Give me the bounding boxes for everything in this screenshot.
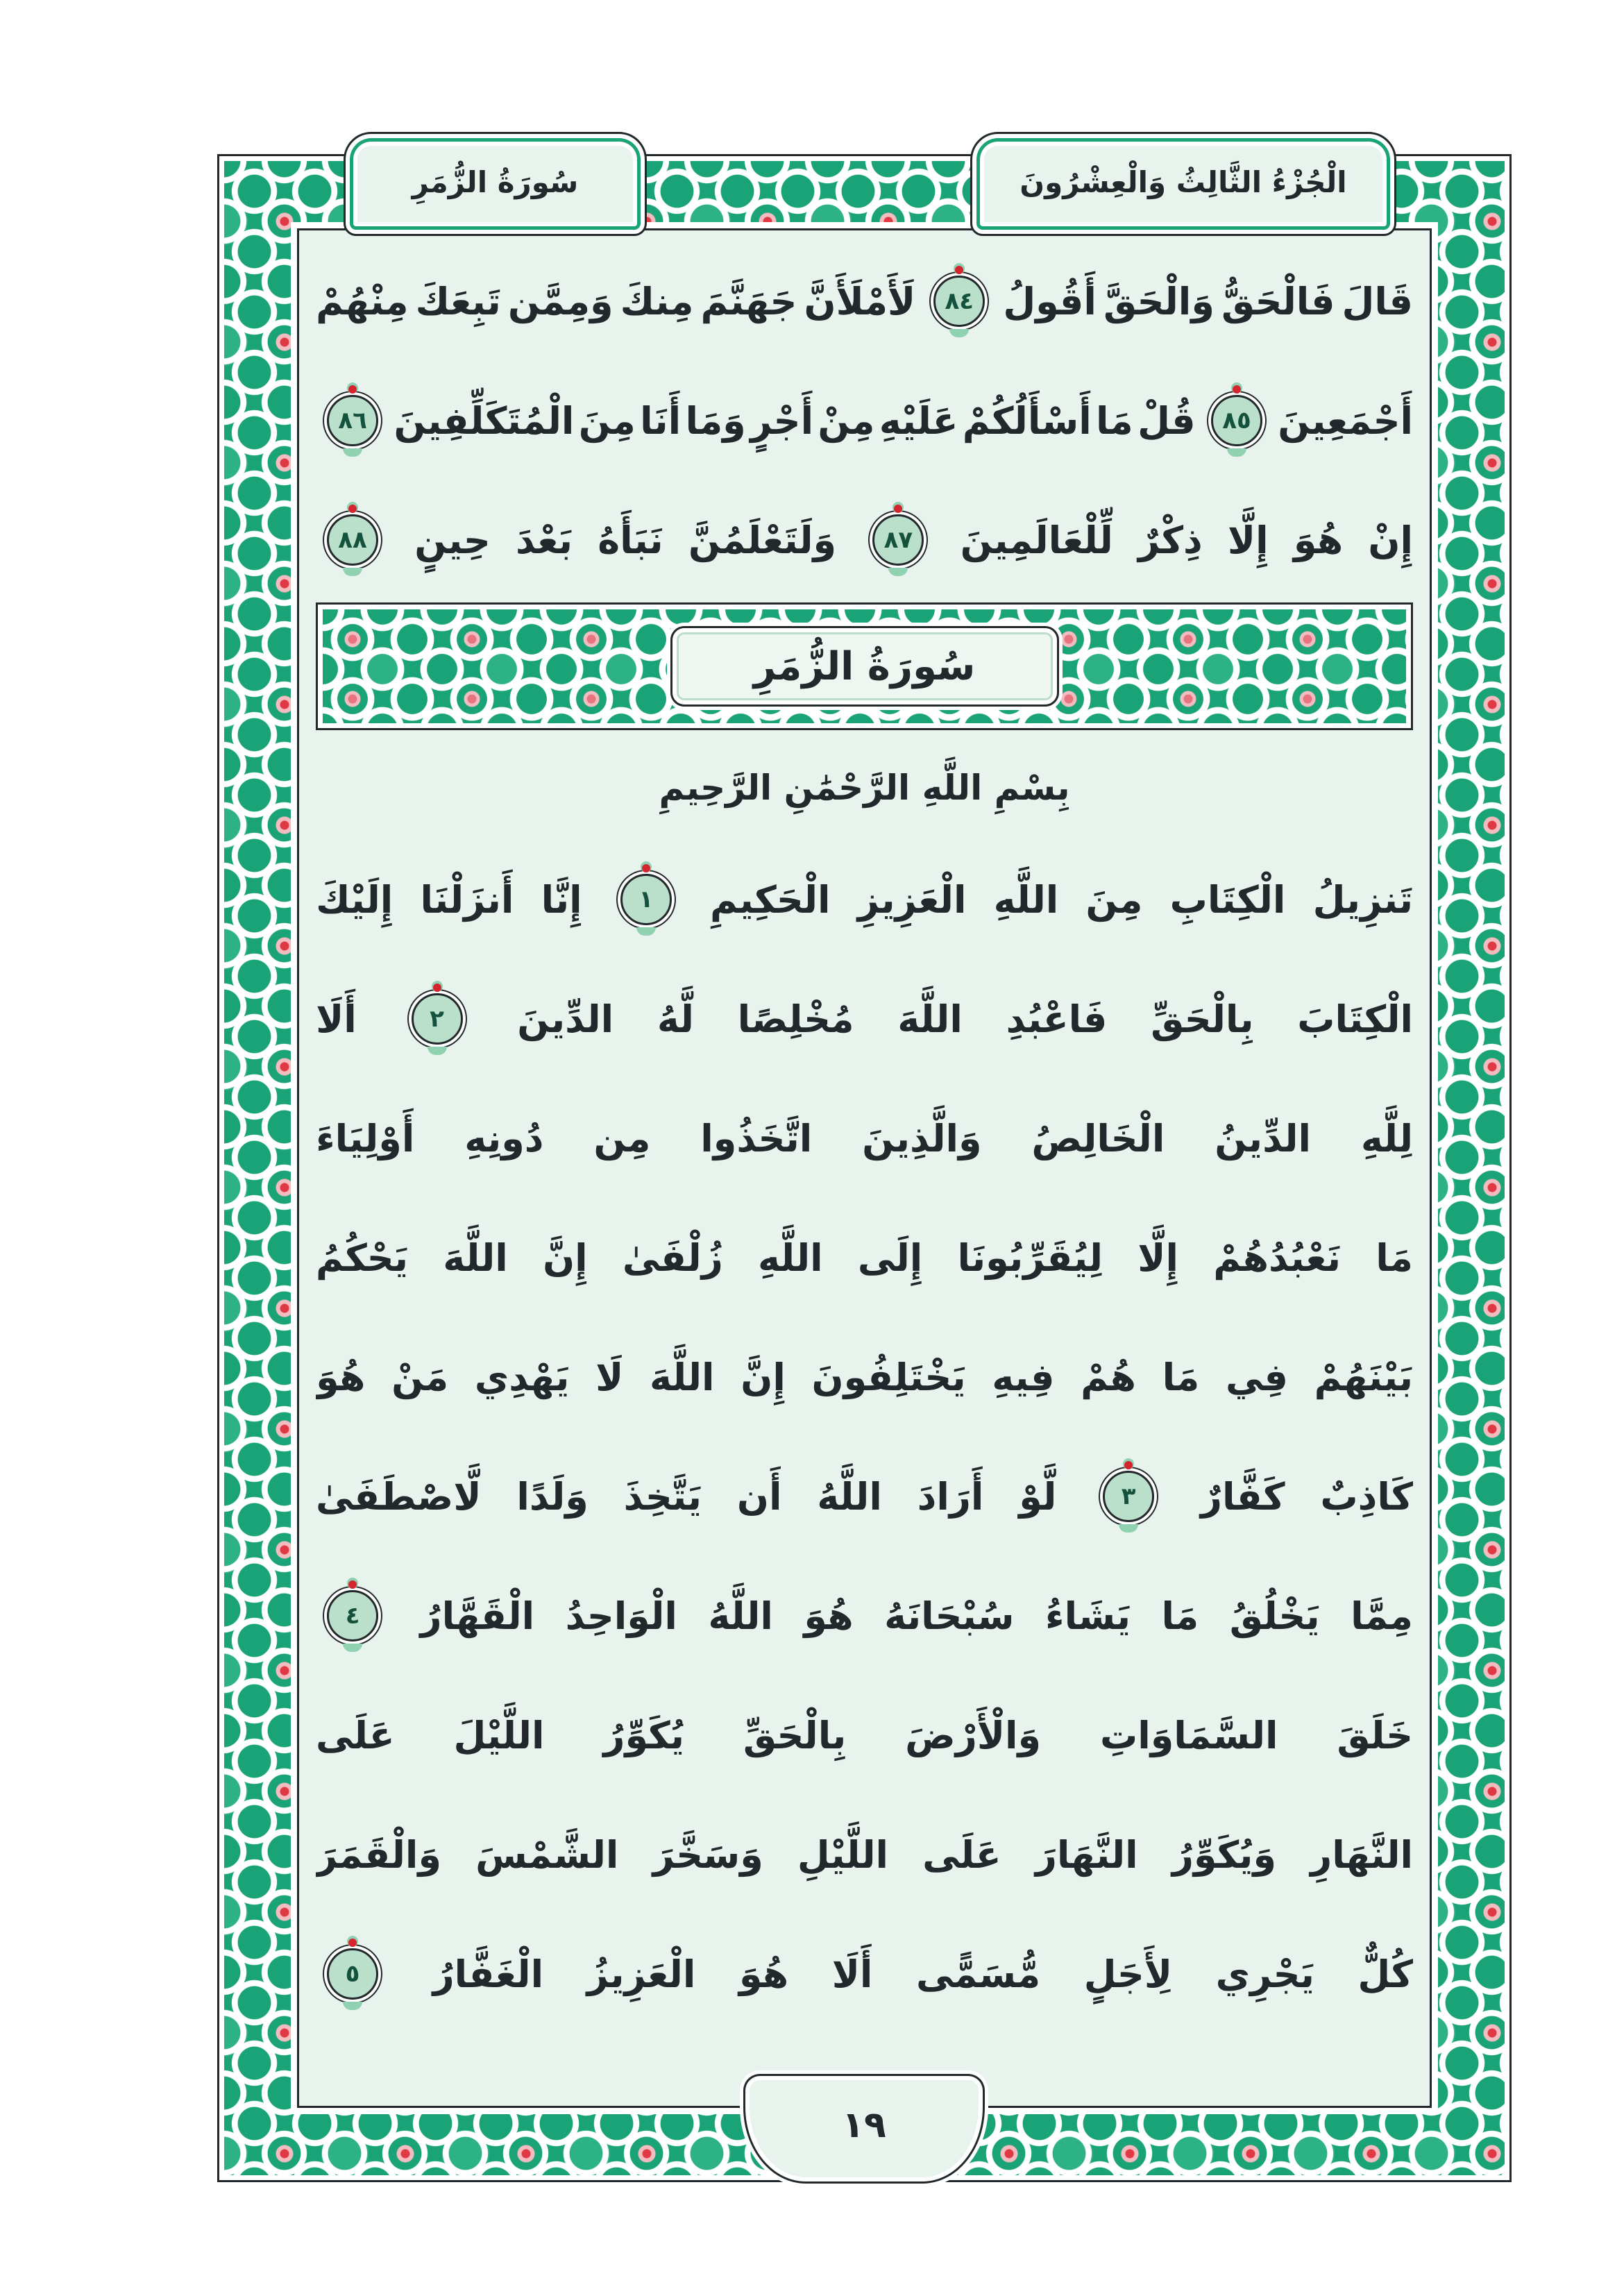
page-number: ١٩ (842, 2104, 886, 2146)
quran-word: مِن (593, 1116, 651, 1160)
quran-word: اتَّخَذُوا (700, 1116, 813, 1160)
quran-word: سُبْحَانَهُ (884, 1594, 1015, 1638)
quran-word: ذِكْرٌ (1137, 518, 1203, 562)
quran-word: يَخْتَلِفُونَ (811, 1355, 966, 1399)
quran-word: فِي (1225, 1355, 1288, 1399)
quran-word: الْغَفَّارُ (432, 1952, 544, 1996)
juz-title: الْجُزْءُ الثَّالِثُ وَالْعِشْرُونَ (1020, 164, 1347, 199)
quran-word: وَمَا (685, 398, 746, 443)
quran-word: دُونِهِ (464, 1116, 544, 1160)
quran-line (316, 1556, 1413, 1675)
quran-word: مُخْلِصًا (737, 997, 854, 1041)
quran-word: يُكَوِّرُ (603, 1713, 684, 1757)
quran-word: زُلْفَىٰ (622, 1235, 723, 1280)
quran-word: لَا (595, 1355, 624, 1399)
quran-word: تَنزِيلُ (1312, 877, 1413, 922)
quran-word: لِلَّهِ (1360, 1116, 1413, 1160)
quran-word: يَهْدِي (474, 1355, 570, 1399)
quran-word: وَلَدًا (516, 1474, 589, 1519)
quran-lines-after-banner (316, 840, 1413, 2034)
quran-line (316, 242, 1413, 361)
quran-word: حِينٍ (414, 518, 491, 562)
quran-word: هُوَ (804, 1594, 854, 1638)
quran-word: فِيهِ (992, 1355, 1055, 1399)
quran-word: وَسَخَّرَ (652, 1832, 763, 1877)
quran-word: إِلَيْكَ (316, 877, 394, 922)
quran-word: مُّسَمًّى (915, 1952, 1041, 1996)
quran-word: مَا (1161, 1594, 1199, 1638)
quran-word: كُلٌّ (1357, 1952, 1413, 1996)
verse-marker: ٥ (327, 1948, 378, 2000)
quran-word: فَالْحَقُّ (1221, 279, 1335, 323)
quran-line (316, 840, 1413, 959)
quran-word: بَيْنَهُمْ (1314, 1355, 1413, 1399)
quran-word: لِّلْعَالَمِينَ (960, 518, 1113, 562)
quran-word: اللَّهِ (758, 1235, 823, 1280)
quran-word: الْقَهَّارُ (420, 1594, 535, 1638)
quran-word: يَحْكُمُ (316, 1235, 408, 1280)
quran-word: النَّهَارِ (1310, 1832, 1413, 1877)
verse-marker: ٨٧ (872, 514, 924, 566)
quran-word: عَلَى (922, 1832, 1001, 1877)
quran-word: إِلَى (857, 1235, 923, 1280)
quran-word: فَاعْبُدِ (1006, 997, 1108, 1041)
quran-line (316, 1317, 1413, 1437)
quran-word: إِنَّا (541, 877, 582, 922)
quran-word: مِنَ (578, 398, 636, 443)
quran-word: وَالْأَرْضَ (905, 1713, 1042, 1757)
verse-marker: ١ (620, 874, 672, 925)
quran-line (316, 1437, 1413, 1556)
quran-word: مَا (1376, 1235, 1413, 1280)
quran-word: مَا (1162, 1355, 1200, 1399)
quran-word: عَلَيْهِ (879, 398, 958, 443)
quran-word: أَجْمَعِينَ (1278, 398, 1413, 443)
quran-word: لَّاصْطَفَىٰ (316, 1474, 482, 1519)
quran-word: لَّهُ (657, 997, 694, 1041)
quran-word: أَن (736, 1474, 782, 1519)
quran-word: الشَّمْسَ (475, 1832, 619, 1877)
ornamental-border (224, 161, 1505, 2175)
quran-word: لَّوْ (1019, 1474, 1057, 1519)
quran-word: أَنزَلْنَا (420, 877, 514, 922)
quran-word: أَقُولُ (1003, 279, 1097, 323)
quran-word: الْعَزِيزُ (586, 1952, 696, 1996)
page-frame (217, 154, 1512, 2182)
quran-line (316, 480, 1413, 600)
verse-marker: ٢ (412, 993, 463, 1045)
quran-line (316, 1795, 1413, 1914)
quran-word: اللَّيْلِ (797, 1832, 888, 1877)
quran-line (316, 1675, 1413, 1795)
quran-word: هُوَ (1293, 518, 1344, 562)
quran-word: بَعْدَ (516, 518, 573, 562)
quran-word: نَعْبُدُهُمْ (1213, 1235, 1342, 1280)
surah-banner (316, 602, 1413, 730)
quran-word: الْمُتَكَلِّفِينَ (394, 398, 575, 443)
quran-word: اللَّيْلَ (453, 1713, 545, 1757)
quran-word: بِالْحَقِّ (1151, 997, 1254, 1041)
quran-word: وَلَتَعْلَمُنَّ (688, 518, 837, 562)
quran-word: وَمِمَّن (507, 279, 614, 323)
quran-word: مِنَ (1085, 877, 1143, 922)
quran-word: أَوْلِيَاءَ (316, 1116, 415, 1160)
bismillah-line (316, 736, 1413, 840)
quran-word: مِنْهُمْ (316, 279, 409, 323)
verse-marker: ٨٨ (327, 514, 378, 566)
quran-word: قَالَ (1342, 279, 1413, 323)
quran-word: أَلَا (831, 1952, 873, 1996)
quran-word: نَبَأَهُ (598, 518, 663, 562)
quran-word: اللَّهُ (817, 1474, 882, 1519)
quran-word: السَّمَاوَاتِ (1099, 1713, 1278, 1757)
quran-word: الْكِتَابَ (1297, 997, 1413, 1041)
verse-marker: ٨٦ (327, 395, 378, 446)
surah-banner-cartouche (670, 626, 1059, 707)
quran-word: مِمَّا (1351, 1594, 1413, 1638)
quran-word: لِيُقَرِّبُونَا (957, 1235, 1103, 1280)
quran-word: هُوَ (738, 1952, 789, 1996)
verse-marker: ٨٤ (933, 276, 985, 327)
quran-word: أَرَادَ (917, 1474, 984, 1519)
quran-word: وَالْحَقَّ (1103, 279, 1215, 323)
verse-marker: ٣ (1103, 1471, 1154, 1522)
quran-word: مِنكَ (620, 279, 694, 323)
quran-word: إِنَّ (543, 1235, 588, 1280)
quran-line (316, 1198, 1413, 1317)
quran-word: اللَّهَ (443, 1235, 508, 1280)
quran-word: يَجْرِي (1215, 1952, 1314, 1996)
quran-word: مِنْ (818, 398, 875, 443)
quran-word: الْعَزِيزِ (857, 877, 967, 922)
quran-word: جَهَنَّمَ (700, 279, 797, 323)
quran-word: الْحَكِيمِ (710, 877, 831, 922)
quran-word: بِالْحَقِّ (743, 1713, 847, 1757)
quran-word: يَتَّخِذَ (623, 1474, 702, 1519)
quran-word: أَجْرٍ (750, 398, 814, 443)
page-number-cartouche (743, 2074, 985, 2184)
verse-marker: ٨٥ (1211, 395, 1262, 446)
quran-word: هُوَ (316, 1355, 366, 1399)
quran-word: يَشَاءُ (1044, 1594, 1131, 1638)
surah-header-tab (344, 132, 647, 236)
quran-word: مَنْ (391, 1355, 449, 1399)
surah-header-title: سُورَةُ الزُّمَرِ (412, 164, 579, 199)
quran-word: يَخْلُقُ (1229, 1594, 1320, 1638)
quran-word: أَنَا (640, 398, 682, 443)
border-inner-margin (291, 222, 1438, 2114)
quran-line (316, 959, 1413, 1079)
quran-line (316, 1079, 1413, 1198)
quran-word: لَأَمْلَأَنَّ (804, 279, 916, 323)
quran-word: قُلْ (1137, 398, 1196, 443)
juz-header-tab (970, 132, 1396, 236)
quran-word: الْوَاحِدُ (565, 1594, 677, 1638)
quran-word: إِنَّ (741, 1355, 786, 1399)
quran-word: الْخَالِصُ (1031, 1116, 1165, 1160)
quran-word: وَالْقَمَرَ (316, 1832, 442, 1877)
quran-word: أَلَا (316, 997, 357, 1041)
quran-word: وَالَّذِينَ (862, 1116, 982, 1160)
quran-word: مَا (1096, 398, 1133, 443)
quran-word: لِأَجَلٍ (1083, 1952, 1173, 1996)
text-area (297, 228, 1432, 2108)
quran-lines-before-banner (316, 242, 1413, 600)
surah-banner-title: سُورَةُ الزُّمَرِ (753, 643, 976, 689)
quran-word: الدِّينَ (517, 997, 614, 1041)
quran-word: اللَّهُ (708, 1594, 773, 1638)
quran-line (316, 361, 1413, 480)
quran-word: إِلَّا (1137, 1235, 1178, 1280)
quran-word: اللَّهِ (993, 877, 1059, 922)
quran-word: أَسْأَلُكُمْ (962, 398, 1092, 443)
quran-word: كَفَّارٌ (1200, 1474, 1285, 1519)
verse-marker: ٤ (327, 1590, 378, 1641)
quran-word: النَّهَارَ (1035, 1832, 1138, 1877)
quran-word: كَاذِبٌ (1320, 1474, 1413, 1519)
quran-word: إِنْ (1368, 518, 1413, 562)
quran-word: الدِّينُ (1215, 1116, 1312, 1160)
quran-word: اللَّهَ (897, 997, 963, 1041)
quran-word: خَلَقَ (1337, 1713, 1413, 1757)
quran-line (316, 1914, 1413, 2034)
quran-word: اللَّهَ (649, 1355, 715, 1399)
quran-word: عَلَى (316, 1713, 395, 1757)
quran-word: إِلَّا (1227, 518, 1269, 562)
quran-word: الْكِتَابِ (1169, 877, 1286, 922)
quran-word: تَبِعَكَ (415, 279, 501, 323)
quran-word: هُمْ (1081, 1355, 1136, 1399)
surah-banner-ornament (323, 609, 1406, 723)
quran-word: وَيُكَوِّرُ (1171, 1832, 1277, 1877)
bismillah-text: بِسْمِ اللَّهِ الرَّحْمَٰنِ الرَّحِيمِ (659, 768, 1070, 808)
